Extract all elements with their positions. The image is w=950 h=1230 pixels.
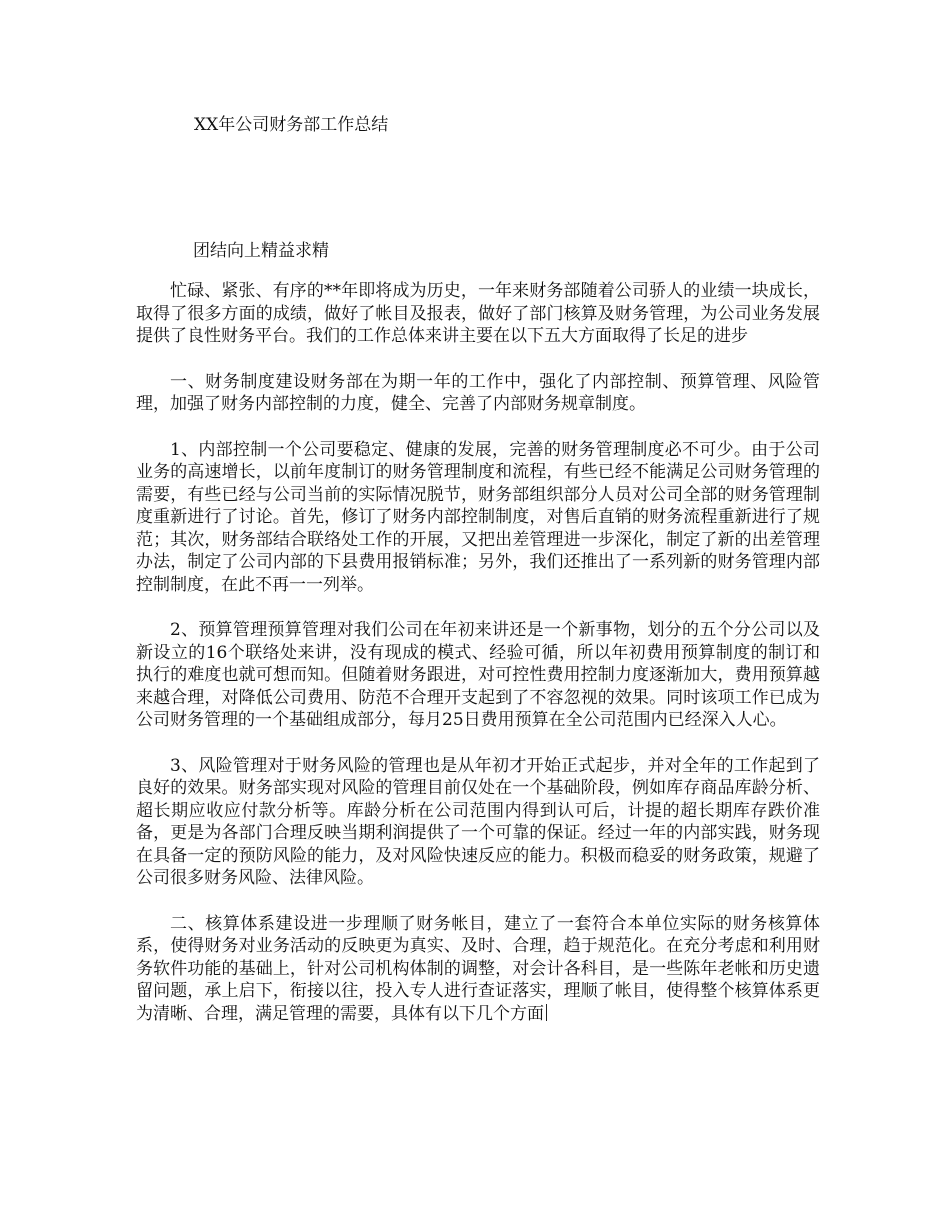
paragraph-accounting-system-text: 二、核算体系建设进一步理顺了财务帐目，建立了一套符合本单位实际的财务核算体系，使得财务对业务活动的反映更为真实、及时、合理，趋于规范化。在充分考虑和利用财务软件功能的基础上，针对公司机构体制的调整，对会计各科目，是一些陈年老帐和历史遗留问题，承上启下，衔接以往，投入专人进行查证落实，理顺了帐目，使得整个核算体系更为清晰、合理，满足管理的需要，具体有以下几个方面: [136, 913, 820, 1024]
paragraph-accounting-system: [136, 913, 820, 1026]
document-title: XX年公司财务部工作总结: [194, 115, 389, 135]
document-body[interactable]: [136, 280, 820, 1025]
paragraph-risk-management: 3、风险管理对于财务风险的管理也是从年初才开始正式起步，并对全年的工作起到了良好的效果。财务部实现对风险的管理目前仅处在一个基础阶段，例如库存商品库龄分析、超长期应收应付款分析等。库龄分析在公司范围内得到认可后，计提的超长期库存跌价准备，更是为各部门合理反映当期利润提供了一个可靠的保证。经过一年的内部实践，财务现在具备一定的预防风险的能力，及对风险快速反应的能力。积极而稳妥的财务政策，规避了公司很多财务风险、法律风险。: [136, 755, 820, 888]
paragraph-intro: 忙碌、紧张、有序的**年即将成为历史，一年来财务部随着公司骄人的业绩一块成长，取得了很多方面的成绩，做好了帐目及报表，做好了部门核算及财务管理，为公司业务发展提供了良性财务平台。我们的工作总体来讲主要在以下五大方面取得了长足的进步: [136, 281, 820, 346]
paragraph-internal-control: 1、内部控制一个公司要稳定、健康的发展，完善的财务管理制度必不可少。由于公司业务的高速增长，以前年度制订的财务管理制度和流程，有些已经不能满足公司财务管理的需要，有些已经与公司当前的实际情况脱节，财务部组织部分人员对公司全部的财务管理制度重新进行了讨论。首先，修订了财务内部控制制度，对售后直销的财务流程重新进行了规范；其次，财务部结合联络处工作的开展，又把出差管理进一步深化，制定了新的出差管理办法，制定了公司内部的下县费用报销标准；另外，我们还推出了一系列新的财务管理内部控制制度，在此不再一一列举。: [136, 439, 820, 595]
document-subtitle: 团结向上精益求精: [193, 241, 329, 261]
text-cursor: [546, 1004, 547, 1021]
paragraph-budget-management: 2、预算管理预算管理对我们公司在年初来讲还是一个新事物，划分的五个分公司以及新设立的16个联络处来讲，没有现成的模式、经验可循，所以年初费用预算制度的制订和执行的难度也就可想而知。但随着财务跟进，对可控性费用控制力度逐渐加大，费用预算越来越合理，对降低公司费用、防范不合理开支起到了不容忽视的效果。同时该项工作已成为公司财务管理的一个基础组成部分，每月25日费用预算在全公司范围内已经深入人心。: [136, 620, 820, 730]
paragraph-financial-system: 一、财务制度建设财务部在为期一年的工作中，强化了内部控制、预算管理、风险管理，加强了财务内部控制的力度，健全、完善了内部财务规章制度。: [136, 371, 820, 414]
